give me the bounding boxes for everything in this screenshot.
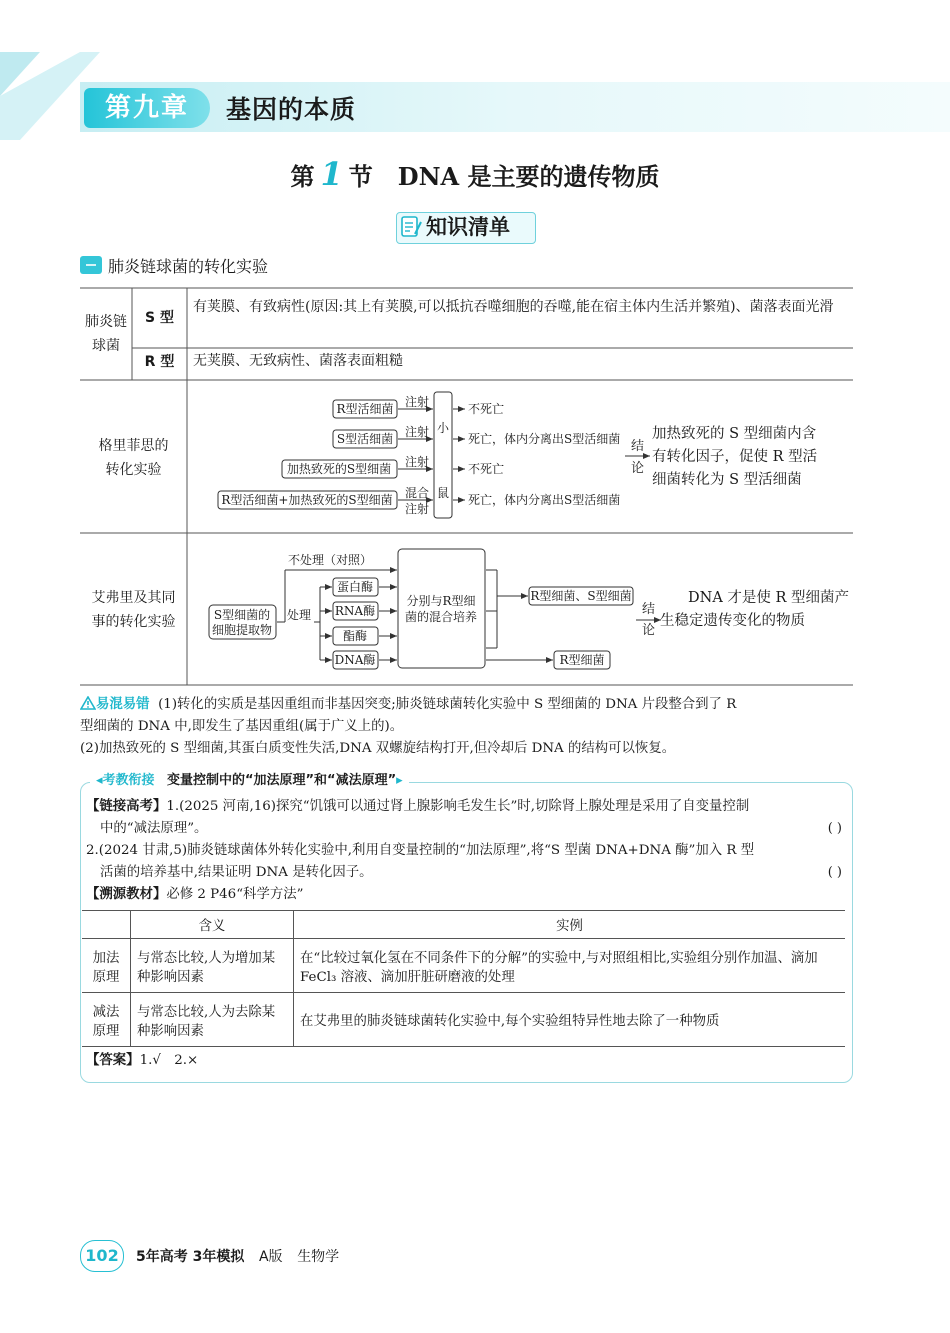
header-empty [82, 911, 131, 939]
avery-control: 不处理（对照） [287, 553, 373, 567]
avery-culture-2: 菌的混合培养 [404, 610, 478, 624]
griffith-action-1: 注射 [404, 395, 430, 409]
diamond-icon-right: ▸ [396, 773, 403, 788]
label-avery-line1: 艾弗里及其同 [91, 590, 176, 606]
label-griffith-line1: 格里菲思的 [98, 438, 169, 454]
avery-result-2: R型细菌 [559, 653, 605, 667]
table-row [82, 939, 845, 993]
avery-conclusion [660, 587, 849, 633]
griffith-input-2: S型活细菌 [336, 432, 394, 446]
label-s-type: S 型 [145, 310, 174, 326]
chapter-badge: 第九章 [84, 88, 210, 128]
q2-line-1: 2.(2024 甘肃,5)肺炎链球菌体外转化实验中,利用自变量控制的“加法原理”,将“S 型菌 DNA+DNA 酶”加入 R 型 [86, 843, 755, 858]
griffith-action-4b: 注射 [404, 502, 430, 516]
q1-text-1: 1.(2025 河南,16)探究“饥饿可以通过肾上腺影响毛发生长”时,切除肾上腺处理是采用了自变量控制 [166, 799, 750, 814]
source-label: 【溯源教材】 [86, 887, 167, 902]
section-number: 1 [320, 155, 343, 193]
note-line-3: (2)加热致死的 S 型细菌,其蛋白质变性失活,DNA 双螺旋结构打开,但冷却后 DNA 的结构可以恢复。 [80, 741, 676, 756]
q2-answer-bracket[interactable]: ( ) [827, 865, 842, 880]
q1-text-2: 中的“减法原理”。 [100, 821, 208, 836]
subsection-title: 肺炎链球菌的转化实验 [108, 257, 269, 276]
griffith-result-2: 死亡，体内分离出S型活细菌 [468, 432, 621, 446]
table-row [82, 993, 845, 1047]
source-line [86, 884, 848, 906]
exam-tag-label: 考教衔接 [102, 773, 155, 788]
griffith-conclusion-line-1: 加热致死的 S 型细菌内含 [652, 426, 817, 442]
q2-text-2: 活菌的培养基中,结果证明 DNA 是转化因子。 [100, 865, 373, 880]
griffith-action-2: 注射 [404, 425, 430, 439]
label-pneumococcus: 肺炎链球菌 [85, 314, 127, 354]
row-meaning-addition: 与常态比较,人为增加某种影响因素 [131, 939, 294, 993]
exam-tag [90, 772, 409, 790]
q2-line-2 [86, 862, 848, 884]
griffith-result-3: 不死亡 [468, 462, 505, 476]
section-suffix: 节 [348, 162, 373, 191]
enzyme-2: RNA酶 [334, 604, 376, 618]
answer-line [86, 1050, 198, 1072]
griffith-conclusion-label-2: 论 [631, 461, 645, 476]
griffith-action-4a: 混合 [404, 486, 430, 500]
source-text: 必修 2 P46“科学方法” [166, 887, 304, 902]
avery-conclusion-label-2: 论 [642, 623, 656, 638]
griffith-action-3: 注射 [404, 455, 430, 469]
griffith-result-4: 死亡，体内分离出S型活细菌 [468, 493, 621, 507]
label-r-type: R 型 [144, 354, 175, 370]
answer-text: 1.√ 2.× [139, 1053, 199, 1068]
avery-process: 处理 [286, 608, 312, 622]
avery-conclusion-label-1: 结 [642, 602, 656, 617]
avery-source-2: 细胞提取物 [211, 623, 273, 637]
footer-book-title: 5年高考 3年模拟 [136, 1249, 245, 1265]
exam-questions [86, 796, 848, 906]
griffith-input-1: R型活细菌 [336, 402, 394, 416]
row-name-addition: 加法原理 [82, 939, 131, 993]
mouse-char-2: 鼠 [436, 486, 450, 500]
method-table-header [82, 911, 845, 939]
griffith-input-4: R型活细菌+加热致死的S型细菌 [221, 493, 393, 507]
label-avery-line2: 事的转化实验 [91, 614, 176, 630]
error-notes [80, 694, 855, 760]
knowledge-list-title: 知识清单 [426, 215, 510, 239]
row-example-subtraction: 在艾弗里的肺炎链球菌转化实验中,每个实验组特异性地去除了一种物质 [294, 993, 846, 1047]
avery-source-1: S型细菌的 [213, 608, 271, 622]
q1-line-1 [86, 796, 848, 818]
note-line-2: 型细菌的 DNA 中,即发生了基因重组(属于广义上的)。 [80, 719, 404, 734]
mouse-char-1: 小 [436, 421, 450, 435]
griffith-conclusion-label-1: 结 [631, 439, 645, 454]
label-griffith-line2: 转化实验 [105, 462, 162, 478]
link-label: 【链接高考】 [86, 799, 167, 814]
row-example-addition: 在“比较过氧化氢在不同条件下的分解”的实验中,与对照组相比,实验组分别作加温、滴加 FeCl₃ 溶液、滴加肝脏研磨液的处理 [294, 939, 846, 993]
method-table [82, 910, 845, 1047]
warning-icon [80, 696, 96, 710]
warning-label: 易混易错 [96, 697, 150, 712]
enzyme-1: 蛋白酶 [336, 580, 374, 594]
griffith-conclusion [652, 423, 817, 492]
diamond-icon: ◂ [96, 773, 103, 788]
footer-subject: 生物学 [297, 1249, 340, 1265]
avery-conclusion-line-2: 生稳定遗传变化的物质 [660, 613, 805, 629]
avery-culture-1: 分别与R型细 [406, 594, 476, 608]
header-meaning: 含义 [131, 911, 294, 939]
page-number: 102 [80, 1240, 124, 1272]
q1-answer-bracket[interactable]: ( ) [827, 821, 842, 836]
row-name-subtraction: 减法原理 [82, 993, 131, 1047]
footer-edition: A版 [258, 1249, 283, 1265]
note-text-1: (1)转化的实质是基因重组而非基因突变;肺炎链球菌转化实验中 S 型细菌的 DNA 片段整合到了 R [158, 697, 737, 712]
griffith-conclusion-line-3: 细菌转化为 S 型活细菌 [652, 472, 802, 488]
griffith-result-1: 不死亡 [468, 402, 505, 416]
q1-line-2 [86, 818, 848, 840]
note-line-1 [80, 694, 855, 716]
avery-conclusion-line-1: DNA 才是使 R 型细菌产 [688, 590, 850, 606]
chapter-title: 基因的本质 [226, 95, 357, 124]
section-prefix: 第 [290, 162, 315, 191]
header-example: 实例 [294, 911, 846, 939]
griffith-conclusion-line-2: 有转化因子，促使 R 型活 [652, 449, 818, 465]
row-meaning-subtraction: 与常态比较,人为去除某种影响因素 [131, 993, 294, 1047]
griffith-input-3: 加热致死的S型细菌 [286, 462, 392, 476]
section-name: DNA 是主要的遗传物质 [397, 162, 660, 191]
r-type-description: 无荚膜、无致病性、菌落表面粗糙 [193, 353, 403, 369]
exam-tag-title: 变量控制中的“加法原理”和“减法原理” [166, 773, 397, 788]
answer-label: 【答案】 [86, 1053, 140, 1068]
avery-result-1: R型细菌、S型细菌 [530, 589, 632, 603]
s-type-description: 有荚膜、有致病性(原因:其上有荚膜,可以抵抗吞噬细胞的吞噬,能在宿主体内生活并繁殖)、菌落表面光滑 [193, 299, 834, 315]
footer-book [136, 1246, 339, 1266]
enzyme-4: DNA酶 [334, 653, 376, 667]
enzyme-3: 酯酶 [342, 629, 368, 643]
